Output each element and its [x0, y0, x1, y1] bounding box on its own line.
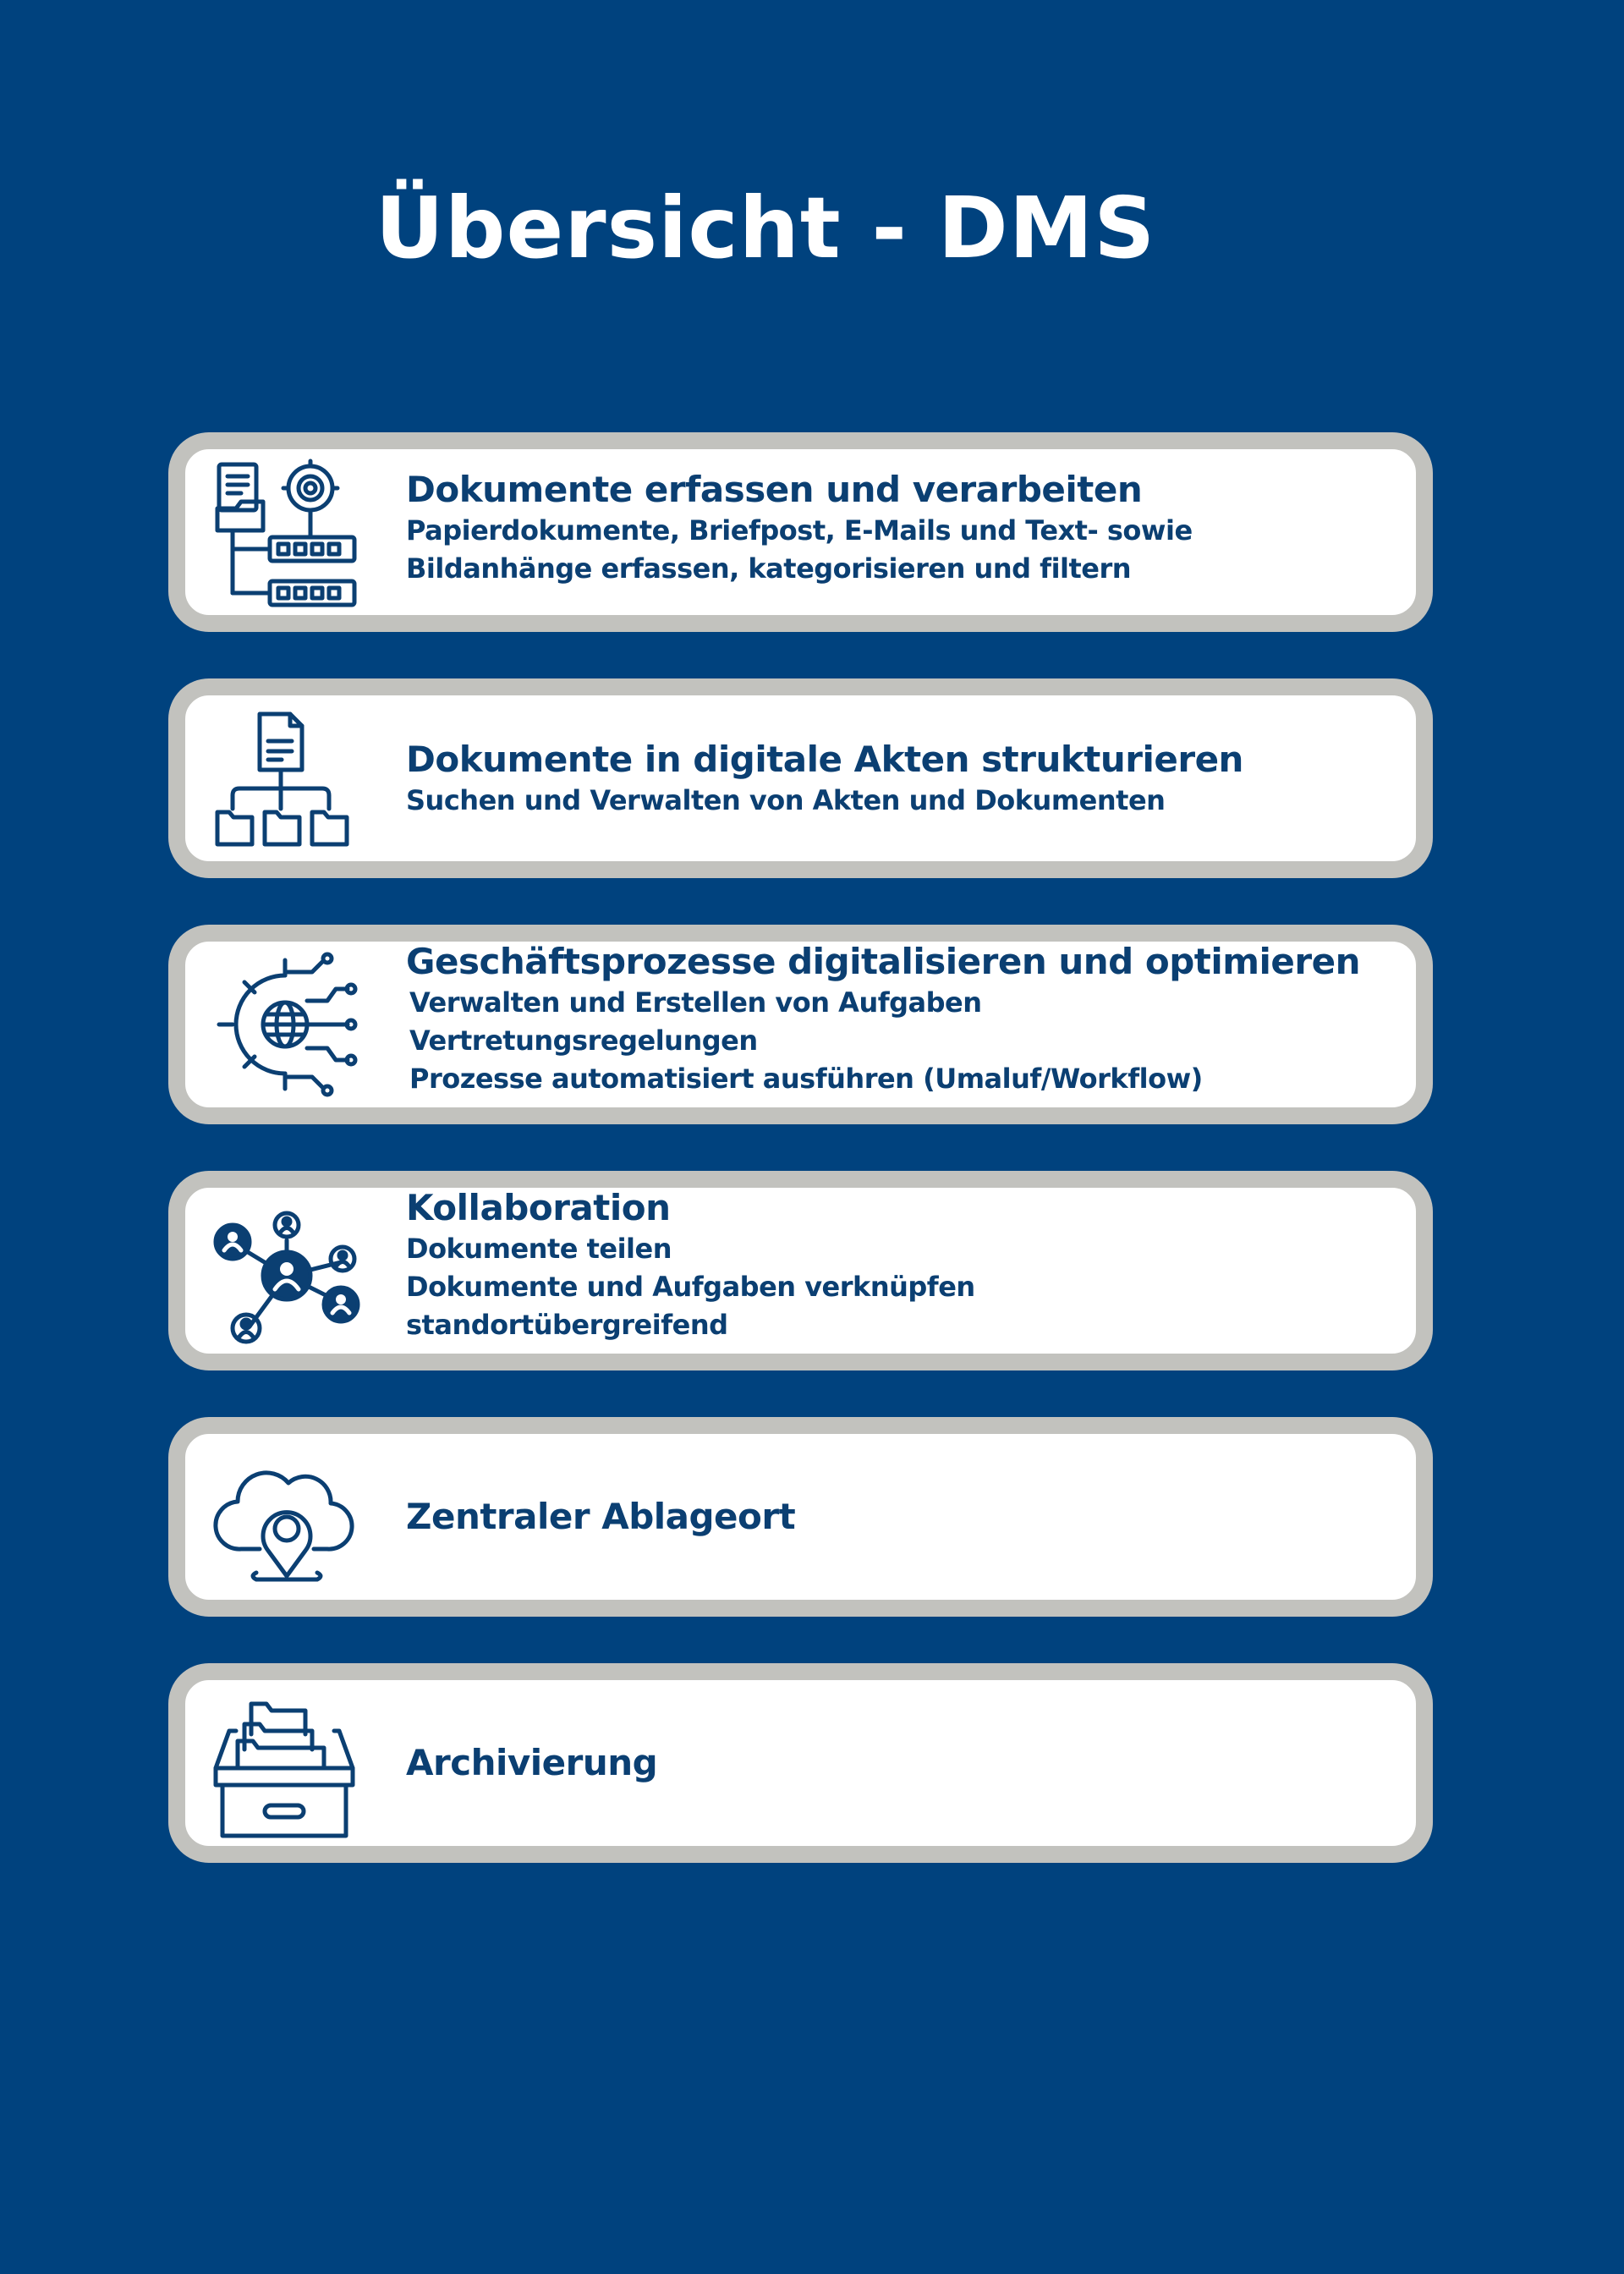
page-title: Übersicht - DMS [375, 179, 1156, 277]
card-line: Vertretungsregelungen [409, 1024, 758, 1057]
card-kollaboration [168, 1171, 1433, 1370]
document-hierarchy-icon [211, 702, 363, 854]
card-title: Archivierung [406, 1742, 658, 1783]
card-title: Geschäftsprozesse digitalisieren und optimieren [406, 941, 1360, 982]
card-line: Verwalten und Erstellen von Aufgaben [409, 986, 982, 1019]
card-line: Bildanhänge erfassen, kategorisieren und filtern [406, 552, 1132, 585]
card-geschaeftsprozesse [168, 925, 1433, 1124]
card-archivierung [168, 1663, 1433, 1863]
card-title: Zentraler Ablageort [406, 1496, 796, 1537]
card-title: Kollaboration [406, 1187, 671, 1228]
card-line: Prozesse automatisiert ausführen (Umaluf/Workflow) [409, 1063, 1203, 1095]
archive-drawer-icon [211, 1687, 363, 1839]
card-line: Dokumente teilen [406, 1233, 672, 1265]
digital-gear-globe-icon [211, 948, 363, 1101]
people-network-icon [211, 1195, 363, 1347]
card-line: Dokumente und Aufgaben verknüpfen [406, 1271, 975, 1303]
card-line: Papierdokumente, Briefpost, E-Mails und Text- sowie [406, 514, 1193, 547]
document-processing-icon [211, 456, 363, 608]
card-line: standortübergreifend [406, 1309, 728, 1341]
card-zentraler-ablageort [168, 1417, 1433, 1617]
card-title: Dokumente in digitale Akten strukturieren [406, 738, 1243, 780]
cloud-location-icon [211, 1441, 363, 1593]
card-title: Dokumente erfassen und verarbeiten [406, 469, 1143, 510]
card-digitale-akten [168, 678, 1433, 878]
card-line: Suchen und Verwalten von Akten und Dokumenten [406, 783, 1166, 816]
card-dokumente-erfassen [168, 432, 1433, 632]
